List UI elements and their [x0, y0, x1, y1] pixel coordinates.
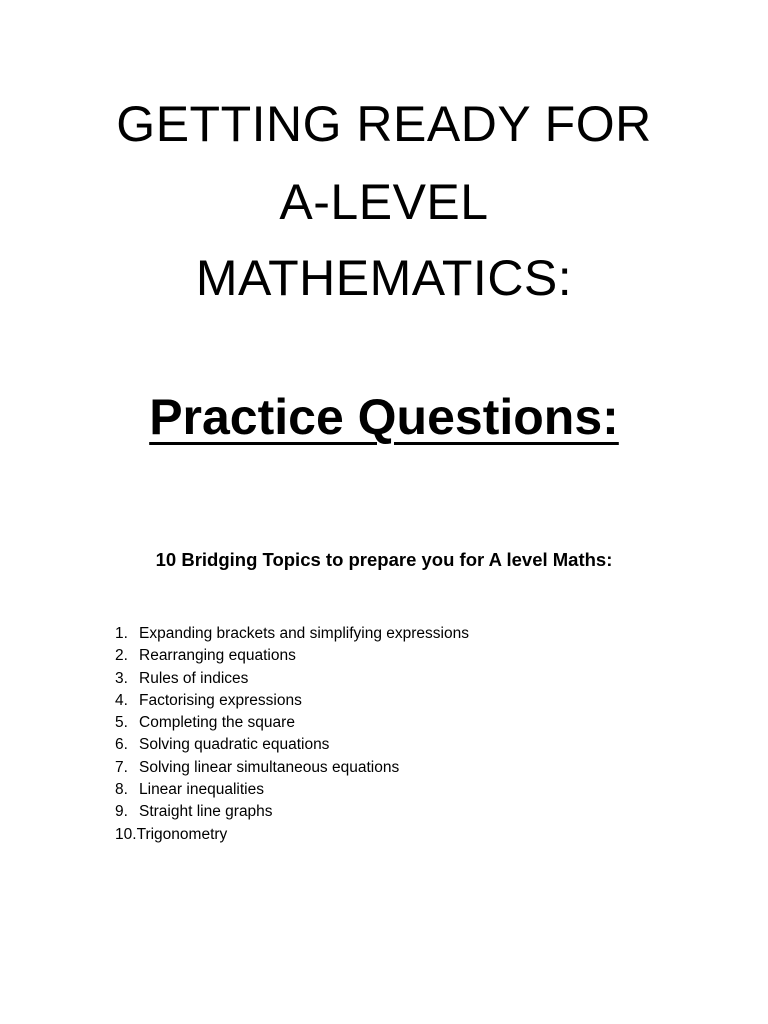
list-item-number: 5. [115, 714, 128, 732]
list-item-number: 1. [115, 625, 128, 642]
list-item-number: 4. [115, 691, 128, 709]
list-item-number: 2. [115, 647, 128, 665]
list-item [115, 690, 469, 712]
list-item [115, 668, 469, 690]
list-item [115, 645, 469, 667]
list-item-label: Factorising expressions [139, 691, 302, 709]
list-item-number: 6. [115, 736, 128, 754]
title-line-3: MATHEMATICS: [195, 250, 573, 306]
list-item-number: 7. [115, 758, 128, 776]
list-item-label: Rearranging equations [139, 647, 296, 665]
title-line-2: A-LEVEL [279, 174, 489, 230]
list-item-label: Linear inequalities [139, 781, 264, 799]
topic-list [115, 623, 469, 846]
list-item [115, 734, 469, 756]
list-item-number: 8. [115, 781, 128, 799]
list-item [115, 712, 469, 734]
list-item [115, 757, 469, 779]
list-item [115, 801, 469, 823]
list-item-label: Expanding brackets and simplifying expressions [139, 625, 469, 642]
subtitle-text: Practice Questions: [149, 389, 619, 445]
intro-heading: 10 Bridging Topics to prepare you for A level Maths: [155, 549, 613, 570]
list-item-label: Solving linear simultaneous equations [139, 758, 400, 776]
list-item-number: 9. [115, 803, 128, 821]
list-item-label: Completing the square [139, 714, 295, 732]
list-item-label: Straight line graphs [139, 803, 273, 821]
subtitle [0, 386, 768, 448]
list-item-label: Trigonometry [136, 825, 228, 843]
list-item-number: 10. [115, 825, 137, 843]
list-item-label: Rules of indices [139, 669, 249, 687]
list-item [115, 623, 469, 645]
list-item [115, 779, 469, 801]
list-item-label: Solving quadratic equations [139, 736, 330, 754]
list-item [115, 824, 469, 846]
title-line-1: GETTING READY FOR [116, 96, 652, 152]
list-item-number: 3. [115, 669, 128, 687]
